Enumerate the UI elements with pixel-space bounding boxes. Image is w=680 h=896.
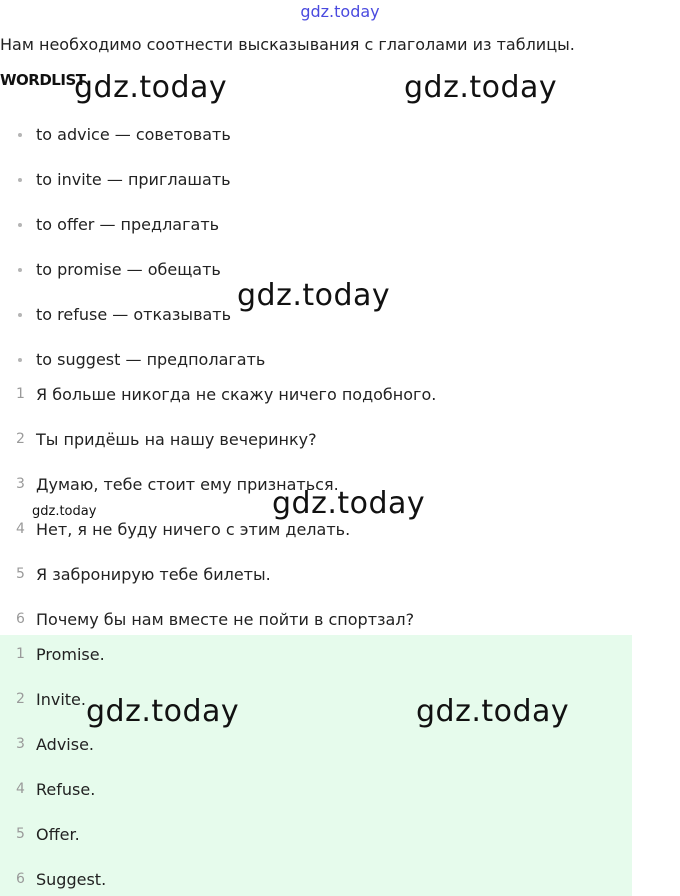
bullet-icon bbox=[0, 120, 36, 148]
wordlist-item: to refuse — отказывать bbox=[0, 300, 231, 328]
wordlist-item: to offer — предлагать bbox=[0, 210, 219, 238]
watermark-text: gdz.today bbox=[416, 694, 570, 729]
answer-item: 6 Suggest. bbox=[16, 869, 107, 889]
bullet-icon bbox=[0, 165, 36, 193]
statement-item: 6 Почему бы нам вместе не пойти в спортзал? bbox=[16, 609, 415, 629]
answer-item: 4 Refuse. bbox=[16, 779, 96, 799]
statement-item: 1 Я больше никогда не скажу ничего подобного. bbox=[16, 384, 437, 404]
bullet-icon bbox=[0, 345, 36, 373]
bullet-icon bbox=[0, 210, 36, 238]
wordlist-item: to promise — обещать bbox=[0, 255, 221, 283]
statement-item: 5 Я забронирую тебе билеты. bbox=[16, 564, 271, 584]
bullet-icon bbox=[0, 300, 36, 328]
watermark-text: gdz.today bbox=[86, 694, 240, 729]
bullet-icon bbox=[0, 255, 36, 283]
answer-item: 1 Promise. bbox=[16, 644, 105, 664]
statement-item: 4 Нет, я не буду ничего с этим делать. bbox=[16, 519, 351, 539]
site-header-watermark: gdz.today bbox=[300, 2, 380, 21]
statement-item: 3 Думаю, тебе стоит ему признаться. bbox=[16, 474, 339, 494]
watermark-text: gdz.today bbox=[404, 70, 558, 105]
answer-item: 2 Invite. bbox=[16, 689, 86, 709]
watermark-text: gdz.today bbox=[74, 70, 228, 105]
watermark-text: gdz.today bbox=[32, 504, 97, 519]
answer-item: 5 Offer. bbox=[16, 824, 80, 844]
statement-item: 2 Ты придёшь на нашу вечеринку? bbox=[16, 429, 317, 449]
wordlist-item: to suggest — предполагать bbox=[0, 345, 265, 373]
wordlist-item: to invite — приглашать bbox=[0, 165, 231, 193]
answer-item: 3 Advise. bbox=[16, 734, 94, 754]
watermark-text: gdz.today bbox=[272, 486, 426, 521]
wordlist-title: WORDLIST bbox=[0, 71, 86, 89]
wordlist-item: to advice — советовать bbox=[0, 120, 231, 148]
task-intro: Нам необходимо соотнести высказывания с глаголами из таблицы. bbox=[0, 35, 575, 54]
answer-box bbox=[0, 635, 632, 896]
watermark-text: gdz.today bbox=[237, 278, 391, 313]
